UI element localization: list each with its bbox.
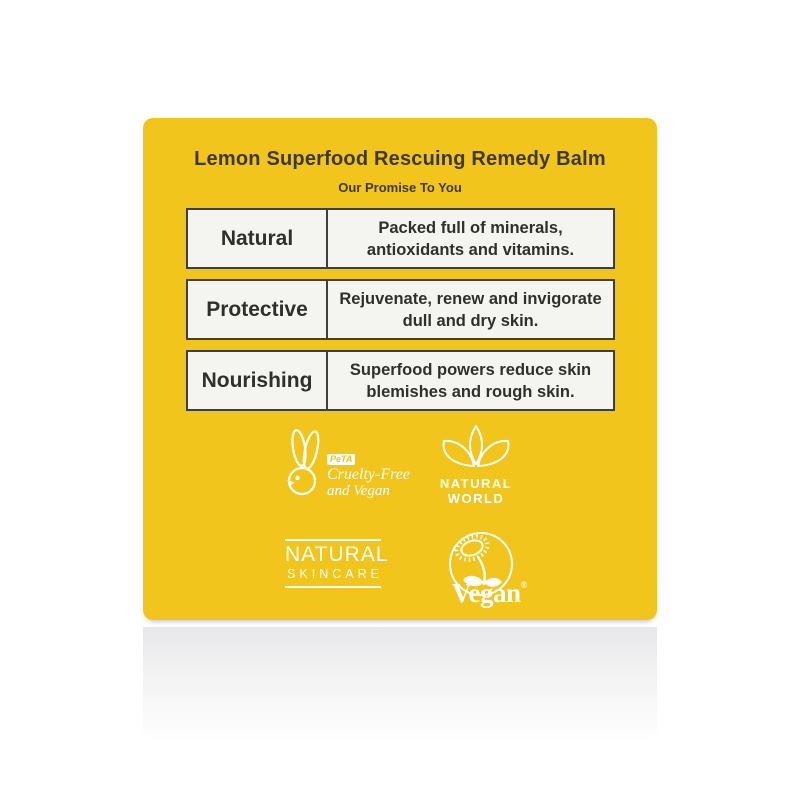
cruelty-free-label: Cruelty-Free (327, 466, 410, 483)
natural-skincare-line1: NATURAL (285, 543, 389, 566)
row-description (328, 352, 613, 409)
top-rule (285, 539, 381, 541)
natural-skincare-badge (285, 539, 389, 588)
vegan-wordmark (452, 578, 527, 609)
description-line: blemishes and rough skin. (366, 382, 575, 401)
vegan-label: Vegan (452, 578, 521, 608)
lotus-icon (435, 424, 517, 476)
description-line: Rejuvenate, renew and invigorate (339, 289, 602, 308)
natural-world-line2: WORLD (447, 491, 505, 506)
table-row-natural (186, 208, 615, 269)
row-label: Nourishing (188, 352, 328, 409)
peta-wordmark: PeTA (327, 454, 355, 465)
description-line: antioxidants and vitamins. (366, 240, 575, 259)
table-row-protective (186, 279, 615, 340)
bottom-rule (285, 586, 381, 588)
product-title: Lemon Superfood Rescuing Remedy Balm (194, 148, 606, 170)
natural-skincare-line2: SKINCARE (287, 567, 383, 581)
natural-world-line1: NATURAL (439, 476, 513, 491)
table-row-nourishing (186, 350, 615, 411)
registered-mark: ® (520, 580, 528, 590)
description-line: Packed full of minerals, (378, 218, 563, 237)
row-label: Protective (188, 281, 328, 338)
rabbit-icon (285, 428, 323, 500)
row-label: Natural (188, 210, 328, 267)
row-description (328, 210, 613, 267)
natural-world-badge (426, 424, 526, 506)
row-description (328, 281, 613, 338)
product-label-card (143, 118, 657, 620)
and-vegan-label: and Vegan (327, 483, 390, 499)
vegan-society-badge (448, 530, 558, 622)
promise-heading: Our Promise To You (338, 180, 462, 195)
peta-text-block (327, 454, 410, 500)
description-line: dull and dry skin. (402, 311, 539, 330)
description-line: Superfood powers reduce skin (349, 360, 592, 379)
card-reflection (143, 627, 657, 743)
peta-cruelty-free-badge (285, 428, 410, 500)
promise-table (186, 208, 615, 421)
